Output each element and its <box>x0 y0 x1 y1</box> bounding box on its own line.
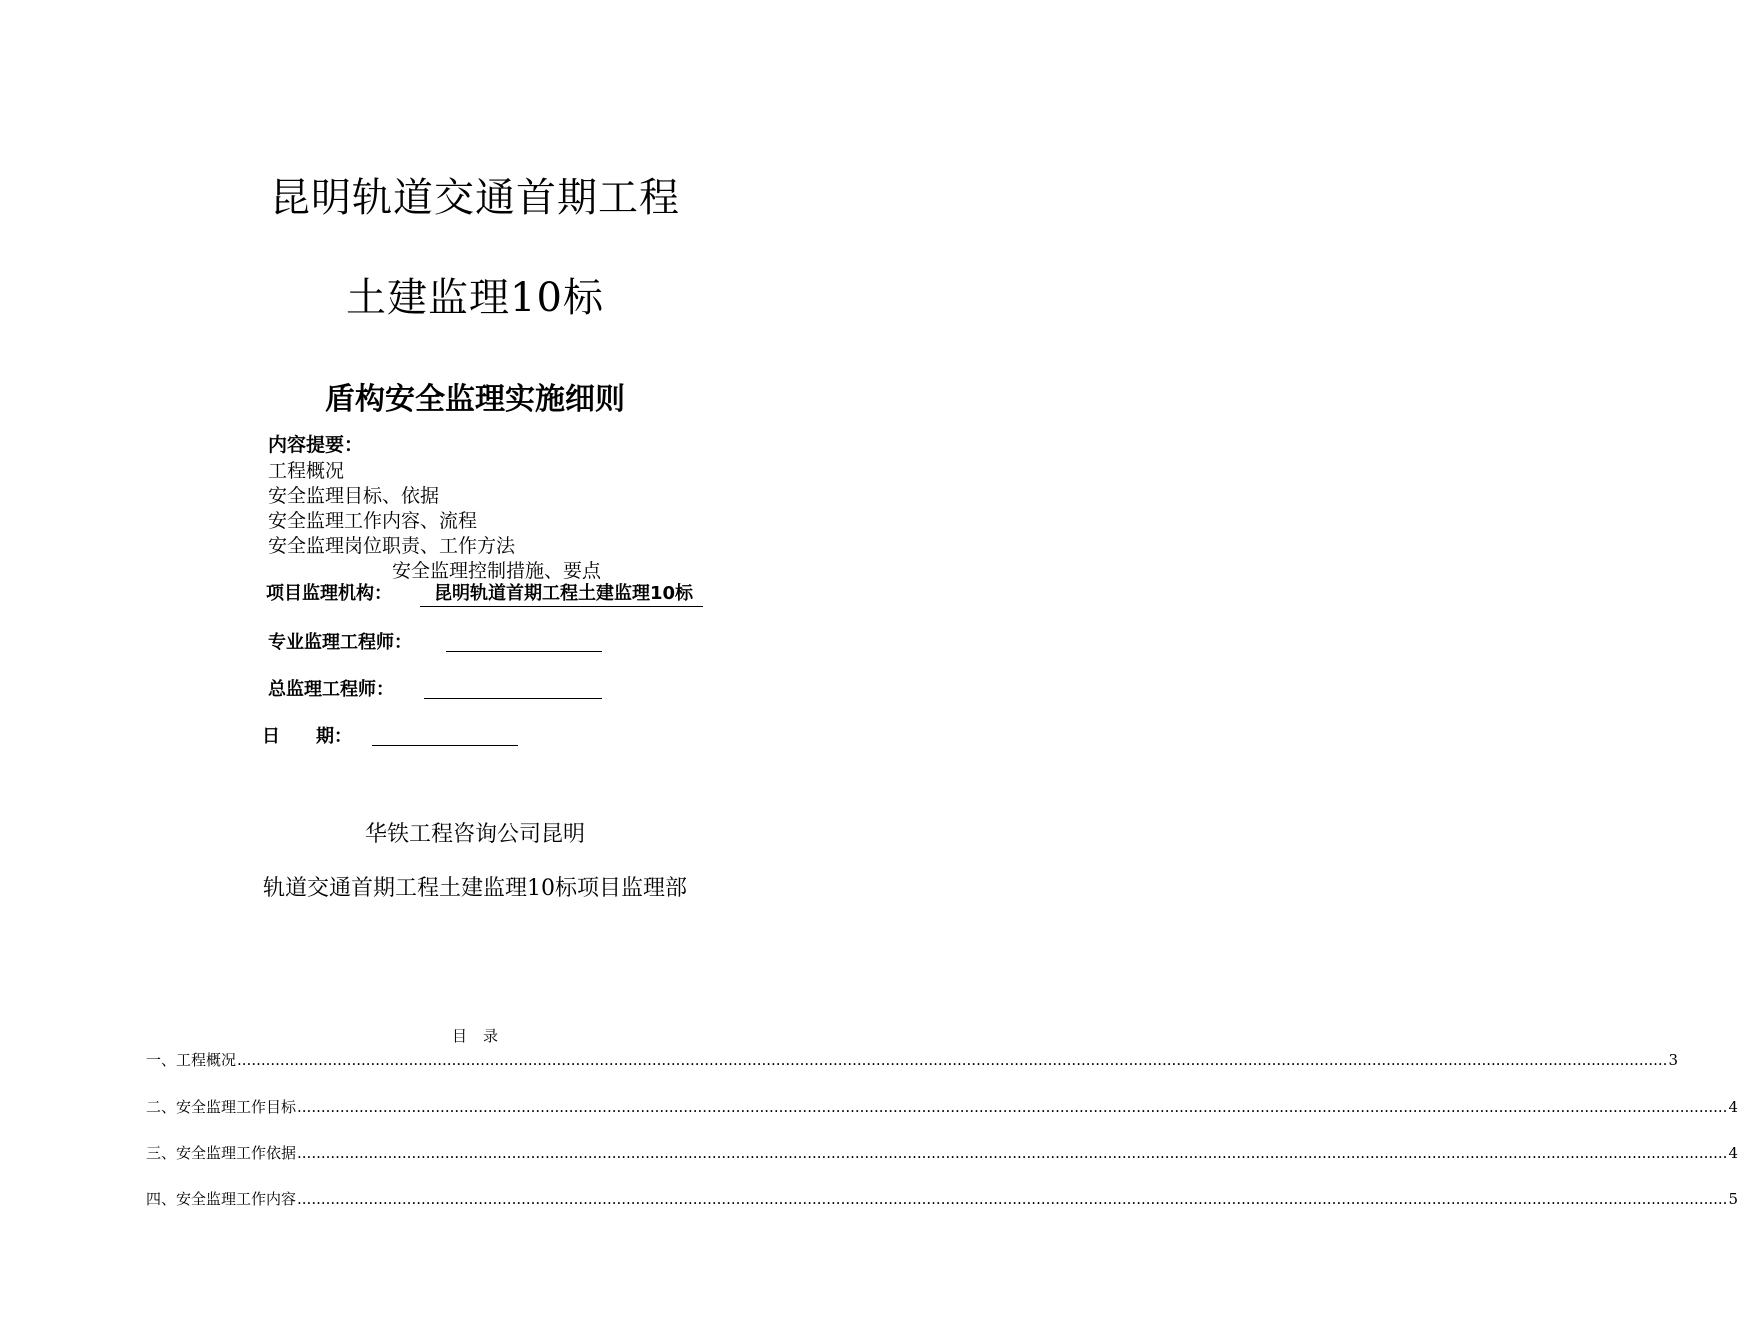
toc-leader-dots: ............................................................................................................................................................................................................................................................................................................ <box>237 1051 1668 1069</box>
toc-entry[interactable] <box>146 1142 1738 1164</box>
toc-entry-label: 四、安全监理工作内容 <box>146 1190 297 1208</box>
toc-leader-dots: ............................................................................................................................................................................................................................................................................................................ <box>297 1190 1728 1208</box>
chief-signature-line <box>424 698 602 699</box>
title-line-1: 昆明轨道交通首期工程 <box>270 175 680 221</box>
toc-entry[interactable] <box>146 1049 1678 1071</box>
toc-entry-page: 4 <box>1728 1144 1738 1162</box>
org-value: 昆明轨道首期工程土建监理10标 <box>420 582 703 607</box>
toc-entry-page: 5 <box>1728 1190 1738 1208</box>
toc-leader-dots: ............................................................................................................................................................................................................................................................................................................ <box>297 1098 1728 1116</box>
toc-leader-dots: ............................................................................................................................................................................................................................................................................................................ <box>297 1144 1728 1162</box>
summary-item: 工程概况 <box>268 460 345 482</box>
toc-entry-page: 3 <box>1668 1051 1678 1069</box>
date-label: 日 期： <box>262 726 352 747</box>
company-line-2: 轨道交通首期工程土建监理10标项目监理部 <box>263 876 687 901</box>
summary-item: 安全监理目标、依据 <box>268 485 440 507</box>
engineer-label: 专业监理工程师： <box>268 632 412 653</box>
toc-entry-label: 三、安全监理工作依据 <box>146 1144 297 1162</box>
toc-entry-label: 一、工程概况 <box>146 1051 237 1069</box>
org-label: 项目监理机构： <box>266 583 392 604</box>
toc-heading: 目录 <box>451 1027 514 1045</box>
toc-entry[interactable] <box>146 1096 1738 1118</box>
engineer-signature-line <box>446 651 602 652</box>
date-line <box>372 745 518 746</box>
summary-item: 安全监理控制措施、要点 <box>392 560 602 582</box>
chief-engineer-label: 总监理工程师： <box>268 679 394 700</box>
company-line-1: 华铁工程咨询公司昆明 <box>364 822 585 847</box>
toc-entry[interactable] <box>146 1188 1738 1210</box>
summary-item: 安全监理岗位职责、工作方法 <box>268 535 516 557</box>
toc-entry-label: 二、安全监理工作目标 <box>146 1098 297 1116</box>
toc-entry-page: 4 <box>1728 1098 1738 1116</box>
summary-item: 安全监理工作内容、流程 <box>268 510 478 532</box>
summary-heading: 内容提要： <box>268 434 364 456</box>
document-title: 盾构安全监理实施细则 <box>325 382 625 417</box>
title-line-2: 土建监理10标 <box>346 275 604 321</box>
